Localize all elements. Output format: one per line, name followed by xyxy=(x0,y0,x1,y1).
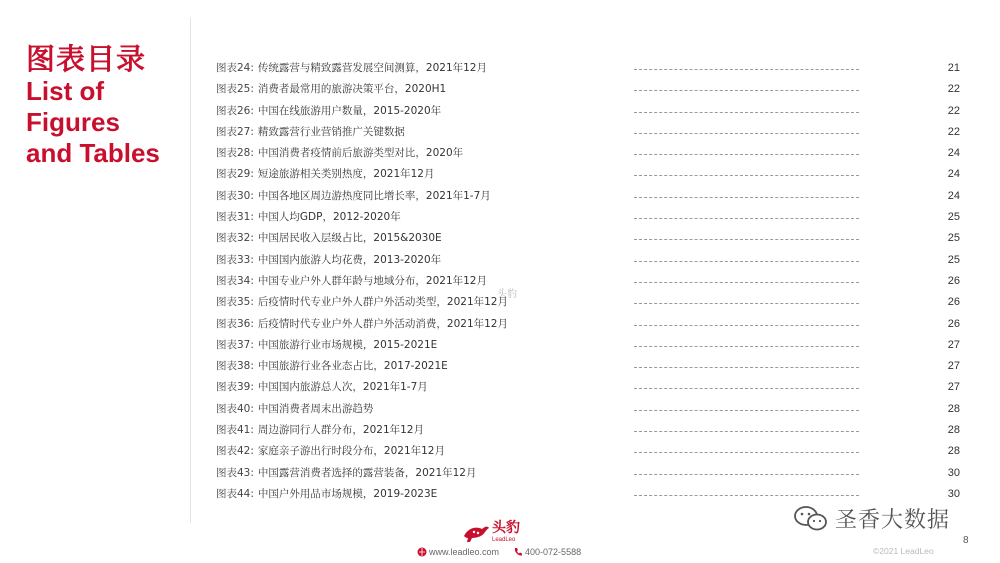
dotted-leader xyxy=(634,154,859,155)
figure-number: 图表30: xyxy=(216,189,254,202)
page-reference: 27 xyxy=(947,381,960,394)
footer-logo xyxy=(462,520,520,544)
toc-entry-label xyxy=(216,164,435,185)
toc-entry[interactable] xyxy=(216,292,960,313)
toc-entry[interactable] xyxy=(216,463,960,484)
toc-entry[interactable] xyxy=(216,79,960,100)
toc-entry-label xyxy=(216,335,437,356)
title-english-line-3: and Tables xyxy=(26,138,160,168)
figure-title: 中国在线旅游用户数量，2015-2020年 xyxy=(257,104,442,117)
figure-number: 图表28: xyxy=(216,147,254,160)
figure-number: 图表32: xyxy=(216,232,254,245)
figure-number: 图表40: xyxy=(216,402,254,415)
toc-entry-label xyxy=(216,143,463,164)
wechat-account-name: 圣香大数据 xyxy=(835,508,951,533)
figure-number: 图表41: xyxy=(216,424,254,437)
dotted-leader xyxy=(634,218,859,219)
toc-entry[interactable] xyxy=(216,101,960,122)
figure-number: 图表31: xyxy=(216,211,254,224)
page-reference: 25 xyxy=(947,211,960,224)
dotted-leader xyxy=(634,197,859,198)
page-reference: 26 xyxy=(947,274,960,287)
dotted-leader xyxy=(634,452,859,453)
figure-number: 图表25: xyxy=(216,83,254,96)
dotted-leader xyxy=(634,261,859,262)
toc-entry[interactable] xyxy=(216,335,960,356)
figure-title: 精致露营行业营销推广关键数据 xyxy=(257,125,405,138)
figure-title: 中国消费者周末出游趋势 xyxy=(257,402,374,415)
figure-title: 短途旅游相关类别热度，2021年12月 xyxy=(257,168,435,181)
figure-number: 图表26: xyxy=(216,104,254,117)
page-reference: 27 xyxy=(947,338,960,351)
page-reference: 25 xyxy=(947,232,960,245)
figure-title: 中国人均GDP，2012-2020年 xyxy=(257,211,401,224)
toc-entry[interactable] xyxy=(216,143,960,164)
figure-number: 图表36: xyxy=(216,317,254,330)
figure-title: 中国居民收入层级占比，2015&2030E xyxy=(257,232,442,245)
toc-entry[interactable] xyxy=(216,420,960,441)
toc-entry[interactable] xyxy=(216,441,960,462)
vertical-divider xyxy=(190,18,191,523)
dotted-leader xyxy=(634,90,859,91)
toc-entry[interactable] xyxy=(216,271,960,292)
toc-entry[interactable] xyxy=(216,164,960,185)
title-chinese: 图表目录 xyxy=(26,42,147,76)
wechat-icon xyxy=(793,505,829,533)
dotted-leader xyxy=(634,175,859,176)
dotted-leader xyxy=(634,495,859,496)
toc-entry-label xyxy=(216,207,401,228)
figure-number: 图表38: xyxy=(216,360,254,373)
page-reference: 28 xyxy=(947,402,960,415)
figure-title: 传统露营与精致露营发展空间测算，2021年12月 xyxy=(257,62,487,74)
website-link[interactable]: www.leadleo.com xyxy=(429,547,500,557)
toc-entry-label xyxy=(216,250,441,271)
toc-entry-label xyxy=(216,58,487,79)
toc-entry[interactable] xyxy=(216,250,960,271)
figure-number: 图表42: xyxy=(216,445,254,458)
toc-entry-label xyxy=(216,186,491,207)
page-reference: 27 xyxy=(947,360,960,373)
figure-title: 家庭亲子游出行时段分布，2021年12月 xyxy=(257,445,445,458)
page-reference: 25 xyxy=(947,253,960,266)
toc-entry-label xyxy=(216,356,448,377)
dotted-leader xyxy=(634,474,859,475)
toc-entry-label xyxy=(216,399,373,420)
toc-entry-label xyxy=(216,122,405,143)
toc-entry-label xyxy=(216,377,428,398)
title-english-line-1: List of xyxy=(26,76,104,106)
dotted-leader xyxy=(634,367,859,368)
figure-title: 中国国内旅游总人次，2021年1-7月 xyxy=(257,381,428,394)
figure-number: 图表37: xyxy=(216,338,254,351)
toc-entry-label xyxy=(216,441,445,462)
figure-title: 中国露营消费者选择的露营装备，2021年12月 xyxy=(257,466,477,479)
figure-title: 中国专业户外人群年龄与地域分布，2021年12月 xyxy=(257,274,487,287)
toc-entry[interactable] xyxy=(216,122,960,143)
figure-number: 图表34: xyxy=(216,274,254,287)
phone-icon xyxy=(513,547,523,557)
dotted-leader xyxy=(634,346,859,347)
dotted-leader xyxy=(634,282,859,283)
page-reference: 24 xyxy=(947,189,960,202)
page-reference: 26 xyxy=(947,296,960,309)
toc-entry-label xyxy=(216,101,441,122)
toc-entry-label xyxy=(216,271,487,292)
wechat-watermark xyxy=(793,503,950,534)
figure-number: 图表43: xyxy=(216,466,254,479)
dotted-leader xyxy=(634,303,859,304)
figure-title: 后疫情时代专业户外人群户外活动消费，2021年12月 xyxy=(257,317,508,330)
toc-entry-label xyxy=(216,314,508,335)
page-reference: 28 xyxy=(947,424,960,437)
figure-title: 中国各地区周边游热度同比增长率，2021年1-7月 xyxy=(257,189,491,202)
toc-entry[interactable] xyxy=(216,186,960,207)
dotted-leader xyxy=(634,69,859,70)
dotted-leader xyxy=(634,431,859,432)
figure-title: 后疫情时代专业户外人群户外活动类型，2021年12月 xyxy=(257,296,508,309)
dotted-leader xyxy=(634,133,859,134)
toc-entry[interactable] xyxy=(216,377,960,398)
page-reference: 30 xyxy=(947,466,960,479)
toc-entry-label xyxy=(216,484,437,505)
dotted-leader xyxy=(634,410,859,411)
toc-entry[interactable] xyxy=(216,356,960,377)
toc-entry[interactable] xyxy=(216,207,960,228)
web-icon xyxy=(417,547,427,557)
page-reference: 22 xyxy=(947,125,960,138)
phone-number: 400-072-5588 xyxy=(525,547,582,557)
figure-number: 图表44: xyxy=(216,487,254,500)
toc-entry[interactable] xyxy=(216,228,960,249)
figure-title: 周边游同行人群分布，2021年12月 xyxy=(257,424,424,437)
dotted-leader xyxy=(634,112,859,113)
toc-entry-label xyxy=(216,463,477,484)
footer-contact xyxy=(417,547,581,557)
logo-english-text: LeadLeo xyxy=(492,536,516,543)
page-reference: 21 xyxy=(947,62,960,74)
page-reference: 28 xyxy=(947,445,960,458)
dotted-leader xyxy=(634,388,859,389)
figure-title: 中国旅游行业各业态占比，2017-2021E xyxy=(257,360,448,373)
page-reference: 22 xyxy=(947,104,960,117)
figure-title: 中国旅游行业市场规模，2015-2021E xyxy=(257,338,438,351)
copyright: ©2021 LeadLeo xyxy=(873,546,934,556)
page-reference: 30 xyxy=(947,487,960,500)
page-number: 8 xyxy=(963,535,969,546)
figure-number: 图表33: xyxy=(216,253,254,266)
figure-title: 中国消费者疫情前后旅游类型对比，2020年 xyxy=(257,147,464,160)
figure-number: 图表29: xyxy=(216,168,254,181)
toc-entry-label xyxy=(216,79,446,100)
toc-entry[interactable] xyxy=(216,314,960,335)
figure-number: 图表39: xyxy=(216,381,254,394)
page-reference: 22 xyxy=(947,83,960,96)
figure-number: 图表35: xyxy=(216,296,254,309)
figure-title: 中国国内旅游人均花费，2013-2020年 xyxy=(257,253,442,266)
title-english-line-2: Figures xyxy=(26,107,120,137)
figure-number: 图表27: xyxy=(216,125,254,138)
page-reference: 24 xyxy=(947,147,960,160)
figure-title: 中国户外用品市场规模，2019-2023E xyxy=(257,487,438,500)
figure-title: 消费者最常用的旅游决策平台，2020H1 xyxy=(257,83,447,96)
dotted-leader xyxy=(634,325,859,326)
toc-entry[interactable] xyxy=(216,399,960,420)
toc-entry[interactable] xyxy=(216,58,960,79)
page-title xyxy=(26,42,196,169)
logo-chinese-text: 头豹 xyxy=(492,519,520,536)
toc-entry-label xyxy=(216,292,508,313)
page-reference: 24 xyxy=(947,168,960,181)
page-reference: 26 xyxy=(947,317,960,330)
table-of-contents xyxy=(216,58,960,505)
leopard-logo-icon xyxy=(462,520,490,544)
figure-number: 图表24: xyxy=(216,62,254,74)
toc-entry-label xyxy=(216,228,442,249)
toc-entry-label xyxy=(216,420,424,441)
dotted-leader xyxy=(634,239,859,240)
watermark-text: 头豹 xyxy=(497,289,517,300)
